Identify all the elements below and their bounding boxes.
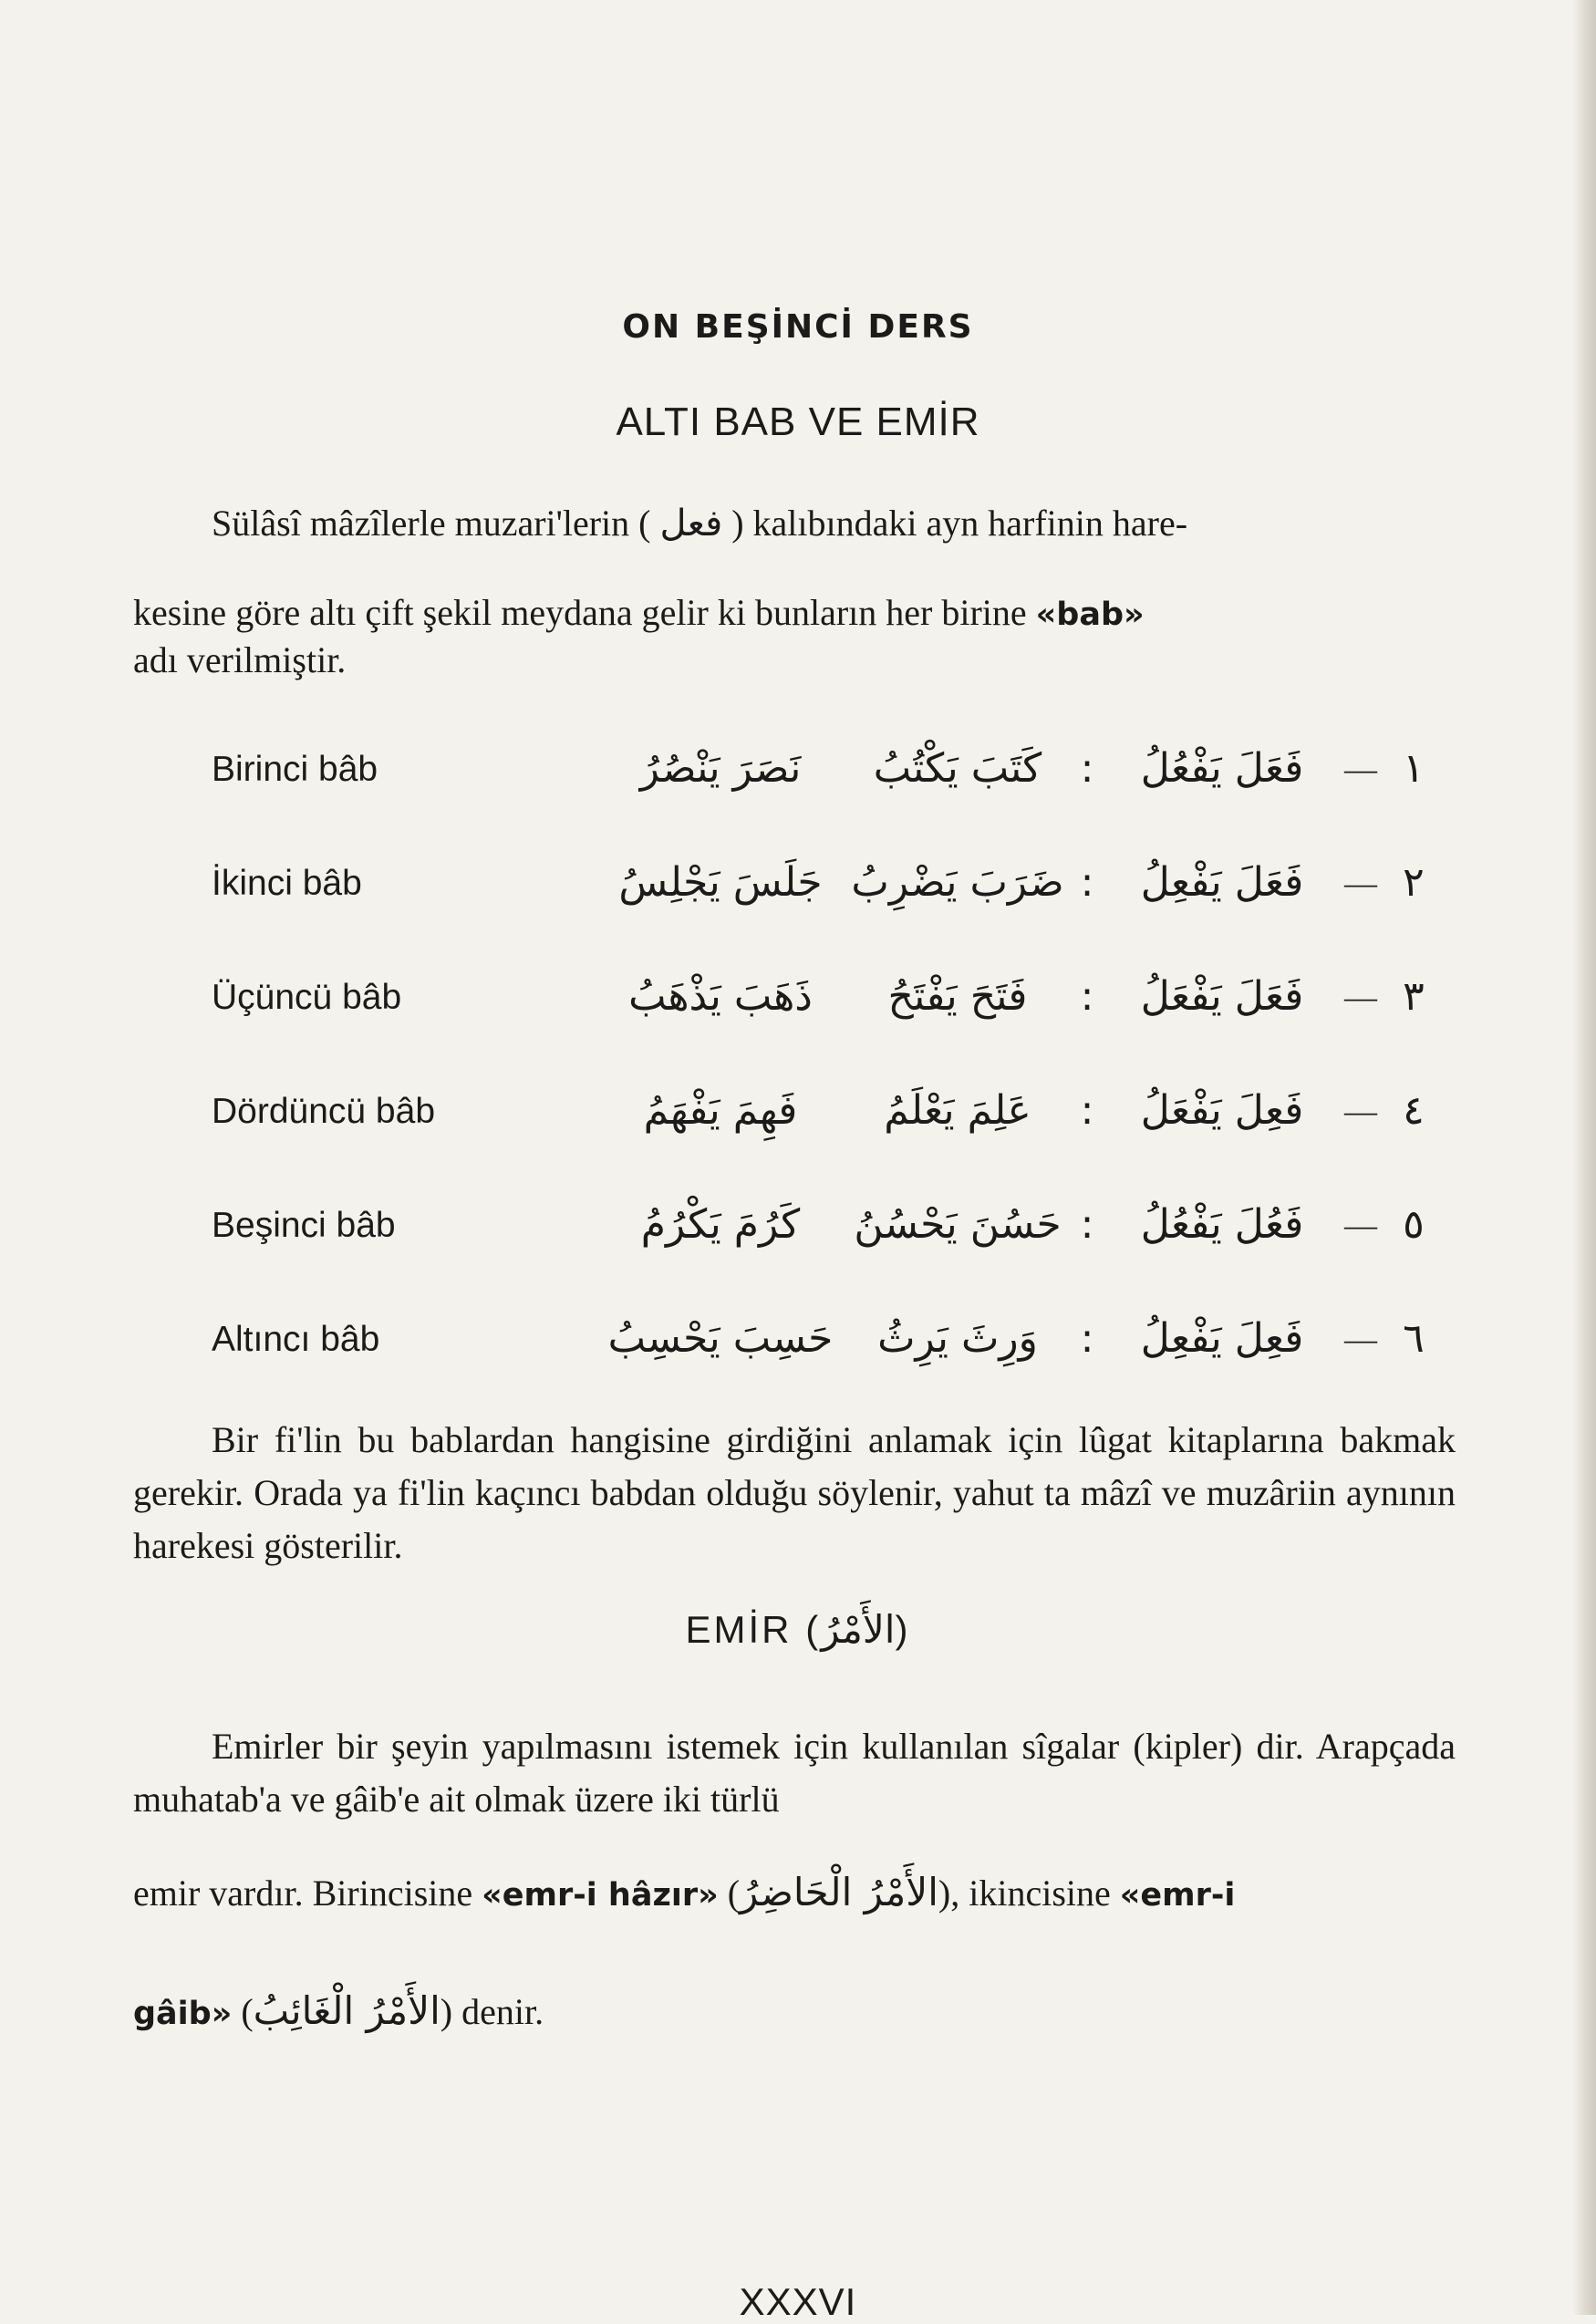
emir-line-3 xyxy=(133,1870,1235,1914)
gaib-paren-open: ( xyxy=(241,1991,254,2032)
emr-i-bold: «emr-i xyxy=(1119,1877,1236,1914)
bab-pattern: فَعَلَ يَفْعَلُ xyxy=(1140,973,1304,1020)
bab-label: Birinci bâb xyxy=(212,750,378,789)
hazir-paren-close: ) xyxy=(938,1873,951,1914)
bab-example-1: فَتَحَ يَفْتَحُ xyxy=(887,973,1028,1020)
intro-arabic-pattern: فعل xyxy=(659,503,723,545)
bab-row xyxy=(0,1193,1596,1266)
bab-example-1: كَتَبَ يَكْتُبُ xyxy=(873,745,1042,792)
bab-number: ٣ xyxy=(1403,973,1425,1020)
emir-paragraph: Emirler bir şeyin yapılmasını istemek için kullanılan sîgalar (kipler) dir. Arapçada muhatab'a ve gâib'e ait olmak üzere iki türlü xyxy=(133,1726,1456,1820)
lesson-subtitle: ALTI BAB VE EMİR xyxy=(616,399,980,444)
emr-i-gaib-arabic: الأَمْرُ الْغَائِبُ xyxy=(253,1988,440,2033)
bab-example-2: نَصَرَ يَنْصُرُ xyxy=(639,745,802,792)
intro-line-3: adı verilmiştir. xyxy=(133,639,347,680)
bab-pattern: فَعِلَ يَفْعِلُ xyxy=(1140,1315,1304,1362)
emir-heading-arabic: الأَمْرُ xyxy=(821,1607,896,1652)
bab-colon: : xyxy=(1080,1087,1094,1134)
bab-dash: — xyxy=(1344,1207,1377,1243)
bab-row xyxy=(0,737,1596,810)
bab-label: Dördüncü bâb xyxy=(212,1092,436,1131)
bab-row xyxy=(0,965,1596,1038)
emir-paren-open: ( xyxy=(805,1608,822,1651)
bab-dash: — xyxy=(1344,751,1377,787)
bab-pattern: فَعَلَ يَفْعِلُ xyxy=(1140,859,1304,906)
emir-text-3a: emir vardır. Birincisine xyxy=(133,1873,473,1914)
lesson-title: ON BEŞİNCİ DERS xyxy=(622,308,974,346)
bab-pattern: فَعُلَ يَفْعُلُ xyxy=(1140,1201,1304,1248)
bab-pattern: فَعِلَ يَفْعَلُ xyxy=(1140,1087,1304,1134)
page-number: XXXVI xyxy=(739,2280,857,2323)
intro-line-2 xyxy=(133,591,1145,634)
intro-paren-open: ( xyxy=(638,503,660,544)
page-edge-shadow xyxy=(1572,0,1596,2315)
bab-colon: : xyxy=(1080,1201,1094,1248)
emir-paren-close: ) xyxy=(895,1608,911,1651)
bab-example-1: حَسُنَ يَحْسُنُ xyxy=(854,1201,1062,1248)
bab-example-2: حَسِبَ يَحْسِبُ xyxy=(607,1315,834,1362)
bab-colon: : xyxy=(1080,745,1094,792)
emr-i-hazir-arabic: الأَمْرُ الْحَاضِرُ xyxy=(740,1870,938,1914)
bab-number: ٢ xyxy=(1403,859,1425,906)
gaib-paren-close: ) xyxy=(440,1991,462,2032)
bab-dash: — xyxy=(1344,979,1377,1015)
hazir-paren-open: ( xyxy=(727,1873,741,1914)
intro-bold-bab: «bab» xyxy=(1035,597,1145,633)
bab-label: Beşinci bâb xyxy=(212,1206,396,1245)
bab-number: ٥ xyxy=(1403,1201,1425,1248)
bab-label: Altıncı bâb xyxy=(212,1320,380,1359)
bab-row xyxy=(0,1307,1596,1380)
bab-example-2: فَهِمَ يَفْهَمُ xyxy=(643,1087,798,1134)
bab-number: ١ xyxy=(1403,745,1425,792)
lugat-paragraph: Bir fi'lin bu bablardan hangisine girdiğini anlamak için lûgat kitaplarına bakmak gerekir. Orada ya fi'lin kaçıncı babdan olduğu söylenir, yahut ta mâzî ve muzâriin aynının harekesi gösterilir. xyxy=(133,1419,1456,1566)
bab-dash: — xyxy=(1344,1093,1377,1129)
bab-colon: : xyxy=(1080,973,1094,1020)
bab-example-2: ذَهَبَ يَذْهَبُ xyxy=(628,973,813,1020)
bab-pattern: فَعَلَ يَفْعُلُ xyxy=(1140,745,1304,792)
bab-colon: : xyxy=(1080,859,1094,906)
emir-line-4 xyxy=(133,1988,544,2033)
intro-text-1a: Sülâsî mâzîlerle muzari'lerin xyxy=(212,503,630,544)
bab-row xyxy=(0,851,1596,924)
bab-example-1: وَرِثَ يَرِثُ xyxy=(877,1315,1038,1362)
bab-dash: — xyxy=(1344,865,1377,901)
intro-line-1 xyxy=(212,502,1187,545)
bab-colon: : xyxy=(1080,1315,1094,1362)
gaib-bold: gâib» xyxy=(133,1996,233,2032)
bab-dash: — xyxy=(1344,1321,1377,1357)
intro-text-1b: kalıbındaki ayn harfinin hare- xyxy=(752,503,1188,544)
bab-example-2: كَرُمَ يَكْرُمُ xyxy=(640,1201,801,1248)
bab-example-1: ضَرَبَ يَضْرِبُ xyxy=(851,859,1064,906)
emir-heading xyxy=(0,1607,1596,1652)
bab-number: ٦ xyxy=(1403,1315,1425,1362)
bab-example-1: عَلِمَ يَعْلَمُ xyxy=(884,1087,1031,1134)
intro-paren-close: ) xyxy=(722,503,753,544)
emir-text-4b: denir. xyxy=(461,1991,544,2032)
bab-row xyxy=(0,1079,1596,1152)
emir-heading-text: EMİR xyxy=(685,1608,793,1651)
emr-i-hazir-bold: «emr-i hâzır» xyxy=(482,1877,719,1914)
bab-example-2: جَلَسَ يَجْلِسُ xyxy=(618,859,823,906)
bab-label: Üçüncü bâb xyxy=(212,978,402,1017)
intro-text-2a: kesine göre altı çift şekil meydana gelir ki bunların her birine xyxy=(133,592,1027,633)
emir-text-3b: , ikincisine xyxy=(950,1873,1111,1914)
bab-label: İkinci bâb xyxy=(212,864,362,903)
bab-number: ٤ xyxy=(1403,1087,1425,1134)
